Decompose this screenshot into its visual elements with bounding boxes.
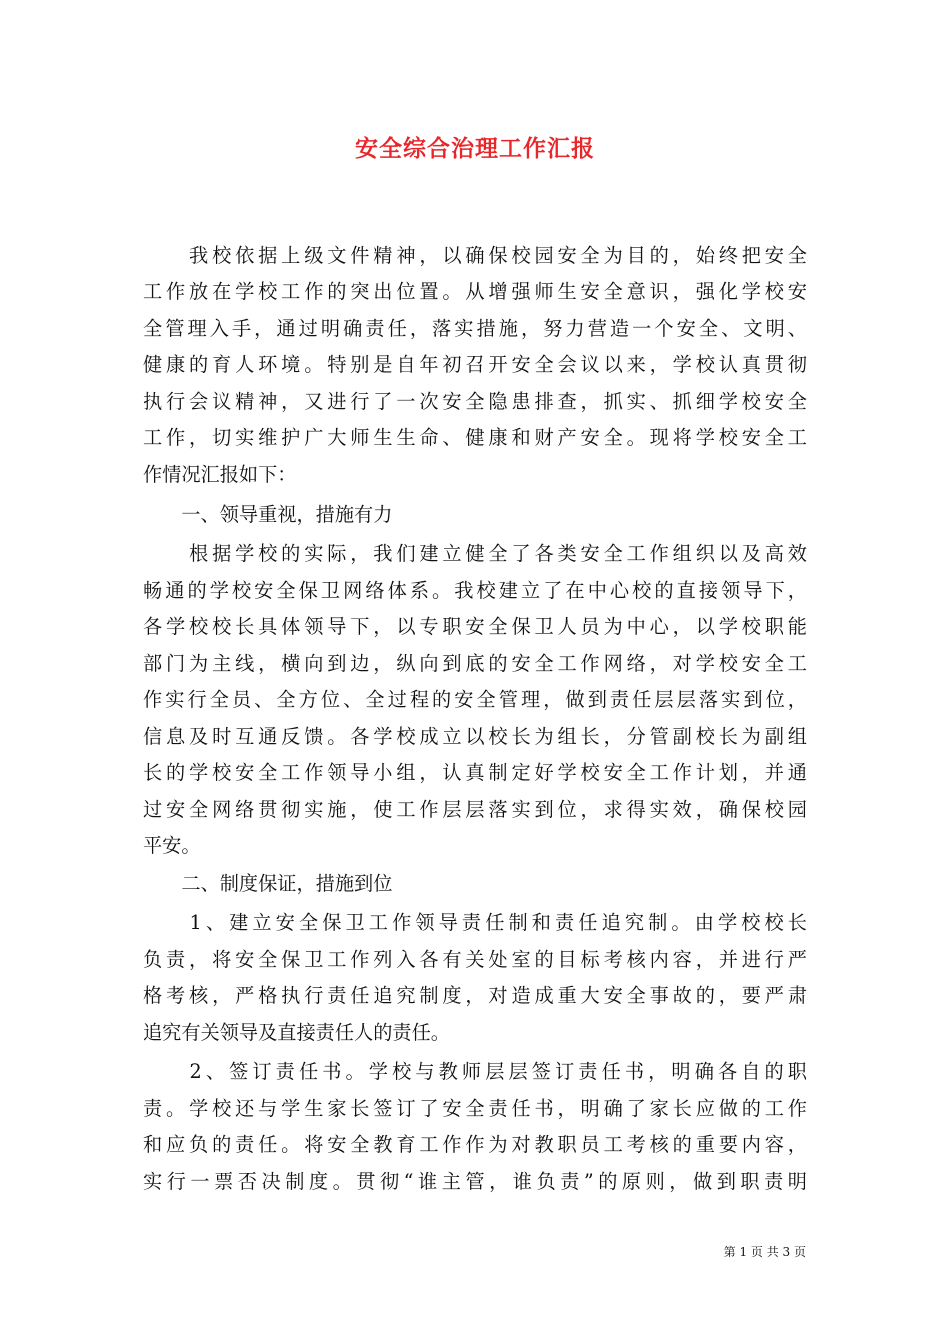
paragraph-line: 各学校校长具体领导下，以专职安全保卫人员为中心，以学校职能 [143,615,807,638]
paragraph-line: 根据学校的实际，我们建立健全了各类安全工作组织以及高效 [143,542,807,565]
paragraph-line: 作实行全员、全方位、全过程的安全管理，做到责任层层落实到位， [143,688,807,711]
paragraph-line: 追究有关领导及直接责任人的责任。 [143,1021,450,1044]
paragraph-line: 格考核，严格执行责任追究制度，对造成重大安全事故的，要严肃 [143,984,807,1007]
page-number-footer: 第 1 页 共 3 页 [723,1245,806,1259]
paragraph-line: 2、签订责任书。学校与教师层层签订责任书，明确各自的职 [143,1060,807,1083]
document-title: 安全综合治理工作汇报 [355,135,595,162]
paragraph-line: 1、建立安全保卫工作领导责任制和责任追究制。由学校校长 [143,911,807,934]
paragraph-line: 长的学校安全工作领导小组，认真制定好学校安全工作计划，并通 [143,761,807,784]
paragraph-line: 信息及时互通反馈。各学校成立以校长为组长，分管副校长为副组 [143,725,807,748]
paragraph-line: 畅通的学校安全保卫网络体系。我校建立了在中心校的直接领导下， [143,579,807,602]
section-heading: 二、制度保证，措施到位 [143,872,393,895]
paragraph-line: 部门为主线，横向到边，纵向到底的安全工作网络，对学校安全工 [143,652,807,675]
paragraph-line: 工作，切实维护广大师生生命、健康和财产安全。现将学校安全工 [143,426,807,449]
paragraph-line: 我校依据上级文件精神，以确保校园安全为目的，始终把安全 [143,244,807,267]
paragraph-line: 健康的育人环境。特别是自年初召开安全会议以来，学校认真贯彻 [143,353,807,376]
paragraph-line: 实行一票否决制度。贯彻“谁主管，谁负责”的原则，做到职责明 [143,1170,807,1193]
paragraph-line: 执行会议精神，又进行了一次安全隐患排查，抓实、抓细学校安全 [143,390,807,413]
paragraph-line: 责。学校还与学生家长签订了安全责任书，明确了家长应做的工作 [143,1097,807,1120]
paragraph-line: 作情况汇报如下： [143,463,297,486]
paragraph-line: 和应负的责任。将安全教育工作作为对教职员工考核的重要内容， [143,1133,807,1156]
paragraph-line: 全管理入手，通过明确责任，落实措施，努力营造一个安全、文明、 [143,317,807,340]
paragraph-line: 平安。 [143,834,201,857]
paragraph-line: 负责，将安全保卫工作列入各有关处室的目标考核内容，并进行严 [143,948,807,971]
paragraph-line: 过安全网络贯彻实施，使工作层层落实到位，求得实效，确保校园 [143,798,807,821]
section-heading: 一、领导重视，措施有力 [143,503,393,526]
paragraph-line: 工作放在学校工作的突出位置。从增强师生安全意识，强化学校安 [143,280,807,303]
